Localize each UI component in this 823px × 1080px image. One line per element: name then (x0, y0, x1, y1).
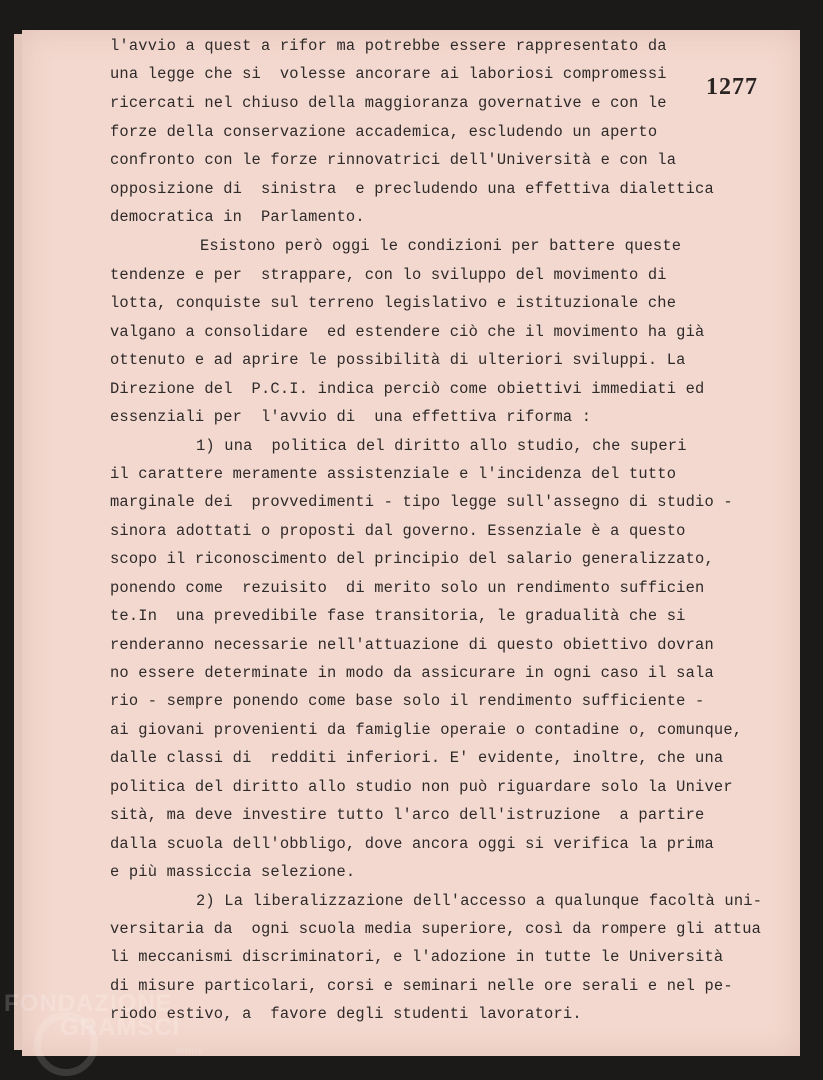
text-line: dalle classi di redditi inferiori. E' evidente, inoltre, che una (110, 749, 724, 767)
text-line: ai giovani provenienti da famiglie operaie o contadine o, comunque, (110, 721, 743, 739)
text-line: il carattere meramente assistenziale e l'incidenza del tutto (110, 465, 677, 483)
text-line: versitaria da ogni scuola media superiore, così da rompere gli attua (110, 920, 762, 938)
text-line: una legge che si volesse ancorare ai laboriosi compromessi (110, 65, 667, 83)
text-line: ponendo come rezuisito di merito solo un rendimento sufficien (110, 579, 705, 597)
text-line: l'avvio a quest a rifor ma potrebbe essere rappresentato da (110, 37, 667, 55)
page-number: 1277 (706, 74, 758, 100)
text-line: 1) una politica del diritto allo studio, che superi (196, 437, 687, 455)
text-line: riodo estivo, a favore degli studenti lavoratori. (110, 1005, 582, 1023)
text-line: Esistono però oggi le condizioni per battere queste (200, 237, 682, 255)
text-line: Direzione del P.C.I. indica perciò come obiettivi immediati ed (110, 380, 705, 398)
text-line: essenziali per l'avvio di una effettiva riforma : (110, 408, 592, 426)
text-line: sinora adottati o proposti dal governo. Essenziale è a questo (110, 522, 686, 540)
watermark-line1: FONDAZIONE (4, 990, 173, 1017)
text-line: forze della conservazione accademica, escludendo un aperto (110, 123, 658, 141)
text-line: rio - sempre ponendo come base solo il rendimento sufficiente - (110, 692, 705, 710)
text-line: te.In una prevedibile fase transitoria, le gradualità che si (110, 607, 686, 625)
text-line: politica del diritto allo studio non può riguardare solo la Univer (110, 778, 733, 796)
text-line: di misure particolari, corsi e seminari nelle ore serali e nel pe- (110, 977, 733, 995)
text-line: marginale dei provvedimenti - tipo legge sull'assegno di studio - (110, 493, 733, 511)
text-line: scopo il riconoscimento del principio del salario generalizzato, (110, 550, 714, 568)
watermark-logo (4, 990, 234, 1070)
text-line: li meccanismi discriminatori, e l'adozione in tutte le Università (110, 948, 724, 966)
watermark-line3: onlus (176, 1046, 203, 1057)
text-line: valgano a consolidare ed estendere ciò che il movimento ha già (110, 323, 705, 341)
text-line: ricercati nel chiuso della maggioranza governative e con le (110, 94, 667, 112)
watermark-line2: GRAMSCI (60, 1014, 181, 1041)
text-line: dalla scuola dell'obbligo, dove ancora oggi si verifica la prima (110, 835, 714, 853)
text-line: renderanno necessarie nell'attuazione di questo obiettivo dovran (110, 636, 714, 654)
text-line: confronto con le forze rinnovatrici dell'Università e con la (110, 151, 677, 169)
text-line: e più massiccia selezione. (110, 863, 356, 881)
text-line: opposizione di sinistra e precludendo una effettiva dialettica (110, 180, 714, 198)
text-line: 2) La liberalizzazione dell'accesso a qualunque facoltà uni- (196, 892, 763, 910)
text-line: ottenuto e ad aprire le possibilità di ulteriori sviluppi. La (110, 351, 686, 369)
text-line: lotta, conquiste sul terreno legislativo e istituzionale che (110, 294, 677, 312)
text-line: no essere determinate in modo da assicurare in ogni caso il sala (110, 664, 714, 682)
text-line: sità, ma deve investire tutto l'arco dell'istruzione a partire (110, 806, 705, 824)
text-line: tendenze e per strappare, con lo sviluppo del movimento di (110, 266, 667, 284)
text-line: democratica in Parlamento. (110, 208, 365, 226)
